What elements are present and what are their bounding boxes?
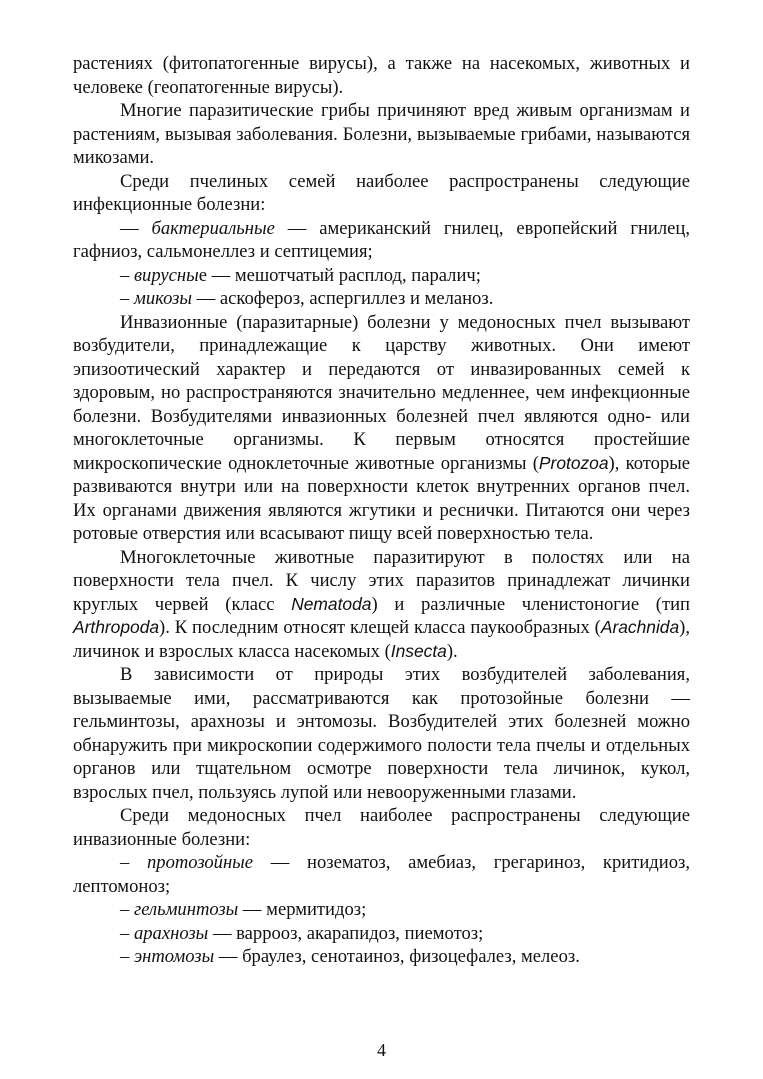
term-mycoses: микозы [133,288,193,309]
list-item-viral: – вирусные — мешотчатый расплод, паралич; [120,264,481,286]
paragraph-infectious-intro: Среди пчелиных семей наиболее распространены следующие инфекционные болезни: [73,170,690,215]
list-item-entomoses: – энтомозы — браулез, сенотаиноз, физоцефалез, мелеоз. [120,946,580,967]
paragraph-multicellular-parasites: Многоклеточные животные паразитируют в полостях или на поверхности тела пчел. К числу этих паразитов принадлежат личинки круглых червей (класс Nematoda) и различные членистоногие (тип Arthropoda). К последним относят клещей класса паукообразных (Arachnida), личинок и взрослых класса насекомых (Insecta). [73,546,690,662]
list-item-protozoan: – протозойные — нозематоз, амебиаз, грегариноз, критидиоз, лептомоноз; [73,852,690,897]
term-protozoa: Protozoa [538,452,609,473]
page-number: 4 [377,1040,386,1060]
term-bacterial: бактериальные [151,217,275,239]
list-item-arachnoses: – арахнозы — варрооз, акарапидоз, пиемотоз; [120,922,484,944]
list-item-bacterial: — бактериальные — американский гнилец, европейский гнилец, гафниоз, сальмонеллез и септицемия; [73,217,690,262]
paragraph-invasive-intro: Среди медоносных пчел наиболее распространены следующие инвазионные болезни: [73,805,690,850]
term-nematoda: Nematoda [291,593,372,614]
paragraph-invasive-diseases: Инвазионные (паразитарные) болезни у медоносных пчел вызывают возбудители, принадлежащие к царству животных. Они имеют эпизоотический характер и передаются от инвазированных семей к здоровым, но распространяются значительно медленнее, чем инфекционные болезни. Возбудителями инвазионных болезней пчел являются одно- или многоклеточные организмы. К первым относятся простейшие микроскопические одноклеточные животные организмы (Protozoa), которые развиваются внутри или на поверхности клеток внутренних органов пчел. Их органами движения являются жгутики и реснички. Питаются они через ротовые отверстия или всасывают пищу всей поверхностью тела. [73,311,690,544]
document-page [73,52,690,969]
term-arthropoda: Arthropoda [73,617,160,637]
list-item-helminthoses: – гельминтозы — мермитидоз; [120,899,367,920]
paragraph-viruses-continued: растениях (фитопатогенные вирусы), а также на насекомых, животных и человеке (геопатогенные вирусы). [73,53,690,98]
term-insecta: Insecta [390,640,447,661]
paragraph-mycoses: Многие паразитические грибы причиняют вред живым организмам и растениям, вызывая заболевания. Болезни, вызываемые грибами, называются микозами. [73,100,690,168]
term-protozoan: протозойные [146,852,254,873]
term-entomoses: энтомозы [133,946,215,967]
term-viral: вирусны [133,264,199,286]
paragraph-disease-classification: В зависимости от природы этих возбудителей заболевания, вызываемые ими, рассматриваются как протозойные болезни — гельминтозы, арахнозы и энтомозы. Возбудителей этих болезней можно обнаружить при микроскопии содержимого полости тела пчелы и отдельных органов или тщательном осмотре поверхности тела личинок, кукол, взрослых пчел, пользуясь лупой или невооруженными глазами. [73,664,690,803]
term-arachnoses: арахнозы [133,922,209,944]
list-item-mycoses: – микозы — аскофероз, аспергиллез и меланоз. [120,288,494,309]
term-helminthoses: гельминтозы [133,899,239,920]
term-arachnida: Arachnida [600,617,680,637]
